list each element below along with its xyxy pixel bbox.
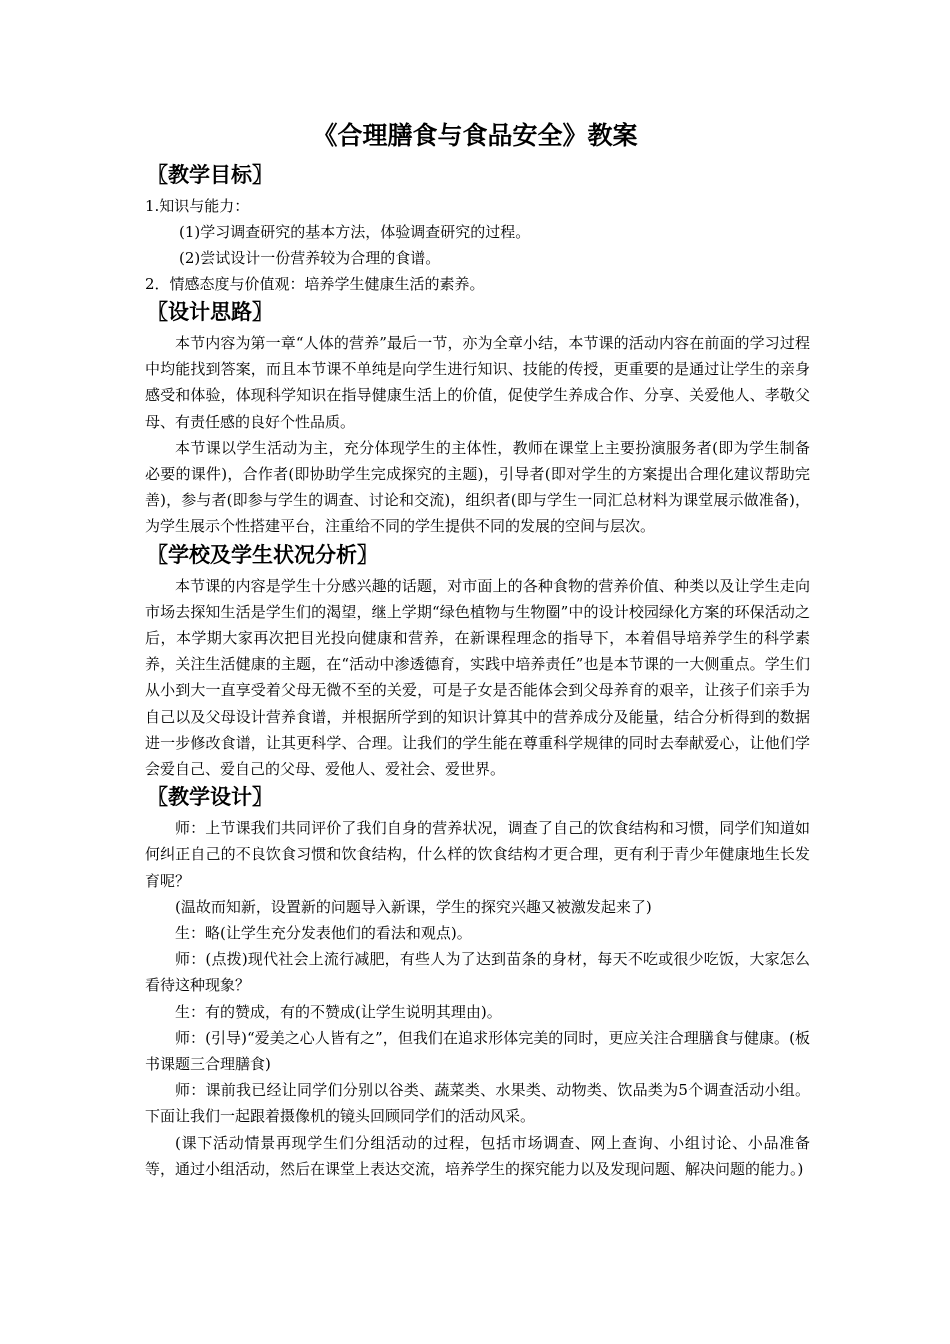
section-teaching <box>145 782 810 1182</box>
section-heading-analysis: 〖学校及学生状况分析〗 <box>147 542 378 567</box>
objective-line: 1.知识与能力： <box>145 197 250 215</box>
paragraph: 师：(引导)“爱美之心人皆有之”，但我们在追求形体完美的同时，更应关注合理膳食与健康。(板书课题三合理膳食) <box>145 1028 810 1074</box>
paragraph: 生：有的赞成，有的不赞成(让学生说明其理由)。 <box>175 1002 502 1021</box>
section-heading-design-idea: 〖设计思路〗 <box>147 300 273 324</box>
section-objectives <box>145 160 810 297</box>
objective-line: (1)学习调查研究的基本方法，体验调查研究的过程。 <box>179 223 531 241</box>
paragraph: (课下活动情景再现学生们分组活动的过程，包括市场调查、网上查询、小组讨论、小品准备等，通过小组活动，然后在课堂上表达交流，培养学生的探究能力以及发现问题、解决问题的能力。) <box>145 1133 810 1178</box>
objective-line: 2．情感态度与价值观：培养学生健康生活的素养。 <box>145 275 485 293</box>
paragraph: (温故而知新，设置新的问题导入新课，学生的探究兴趣又被激发起来了) <box>175 897 652 916</box>
paragraph: 生：略(让学生充分发表他们的看法和观点)。 <box>175 924 472 943</box>
document-title: 《合理膳食与食品安全》教案 <box>312 121 638 150</box>
section-heading-objectives: 〖教学目标〗 <box>147 163 273 187</box>
paragraph: 师：课前我已经让同学们分别以谷类、蔬菜类、水果类、动物类、饮品类为5个调查活动小组。下面让我们一起跟着摄像机的镜头回顾同学们的活动风采。 <box>145 1081 810 1126</box>
paragraph: 本节课以学生活动为主，充分体现学生的主体性，教师在课堂上主要扮演服务者(即为学生制备必要的课件)，合作者(即协助学生完成探究的主题)，引导者(即对学生的方案提出合理化建议帮助完善)，参与者(即参与学生的调查、讨论和交流)，组织者(即与学生一同汇总材料为课堂展示做准备)，为学生展示个性搭建平台，注重给不同的学生提供不同的发展的空间与层次。 <box>145 438 810 536</box>
paragraph: 师：上节课我们共同评价了我们自身的营养状况，调查了自己的饮食结构和习惯，同学们知道如何纠正自己的不良饮食习惯和饮食结构，什么样的饮食结构才更合理，更有利于青少年健康地生长发育呢？ <box>145 819 810 890</box>
paragraph: 本节内容为第一章“人体的营养”最后一节，亦为全章小结，本节课的活动内容在前面的学习过程中均能找到答案，而且本节课不单纯是向学生进行知识、技能的传授，更重要的是通过让学生的亲身感受和体验，体现科学知识在指导健康生活上的价值，促使学生养成合作、分享、关爱他人、孝敬父母、有责任感的良好个性品质。 <box>145 334 810 431</box>
paragraph: 师：(点拨)现代社会上流行减肥，有些人为了达到苗条的身材，每天不吃或很少吃饭，大家怎么看待这种现象？ <box>145 950 810 995</box>
paragraph: 本节课的内容是学生十分感兴趣的话题，对市面上的各种食物的营养价值、种类以及让学生走向市场去探知生活是学生们的渴望，继上学期“绿色植物与生物圈”中的设计校园绿化方案的环保活动之后，本学期大家再次把目光投向健康和营养，在新课程理念的指导下，本着倡导培养学生的科学素养，关注生活健康的主题，在“活动中渗透德育，实践中培养责任”也是本节课的一大侧重点。学生们从小到大一直享受着父母无微不至的关爱，可是子女是否能体会到父母养育的艰辛，让孩子们亲手为自己以及父母设计营养食谱，并根据所学到的知识计算其中的营养成分及能量，结合分析得到的数据进一步修改食谱，让其更科学、合理。让我们的学生能在尊重科学规律的同时去奉献爱心，让他们学会爱自己、爱自己的父母、爱他人、爱社会、爱世界。 <box>145 576 810 779</box>
section-analysis <box>145 540 810 783</box>
section-design-idea <box>145 297 810 540</box>
objective-line: (2)尝试设计一份营养较为合理的食谱。 <box>179 249 441 267</box>
section-heading-teaching: 〖教学设计〗 <box>147 785 273 810</box>
document-body <box>145 160 810 1182</box>
